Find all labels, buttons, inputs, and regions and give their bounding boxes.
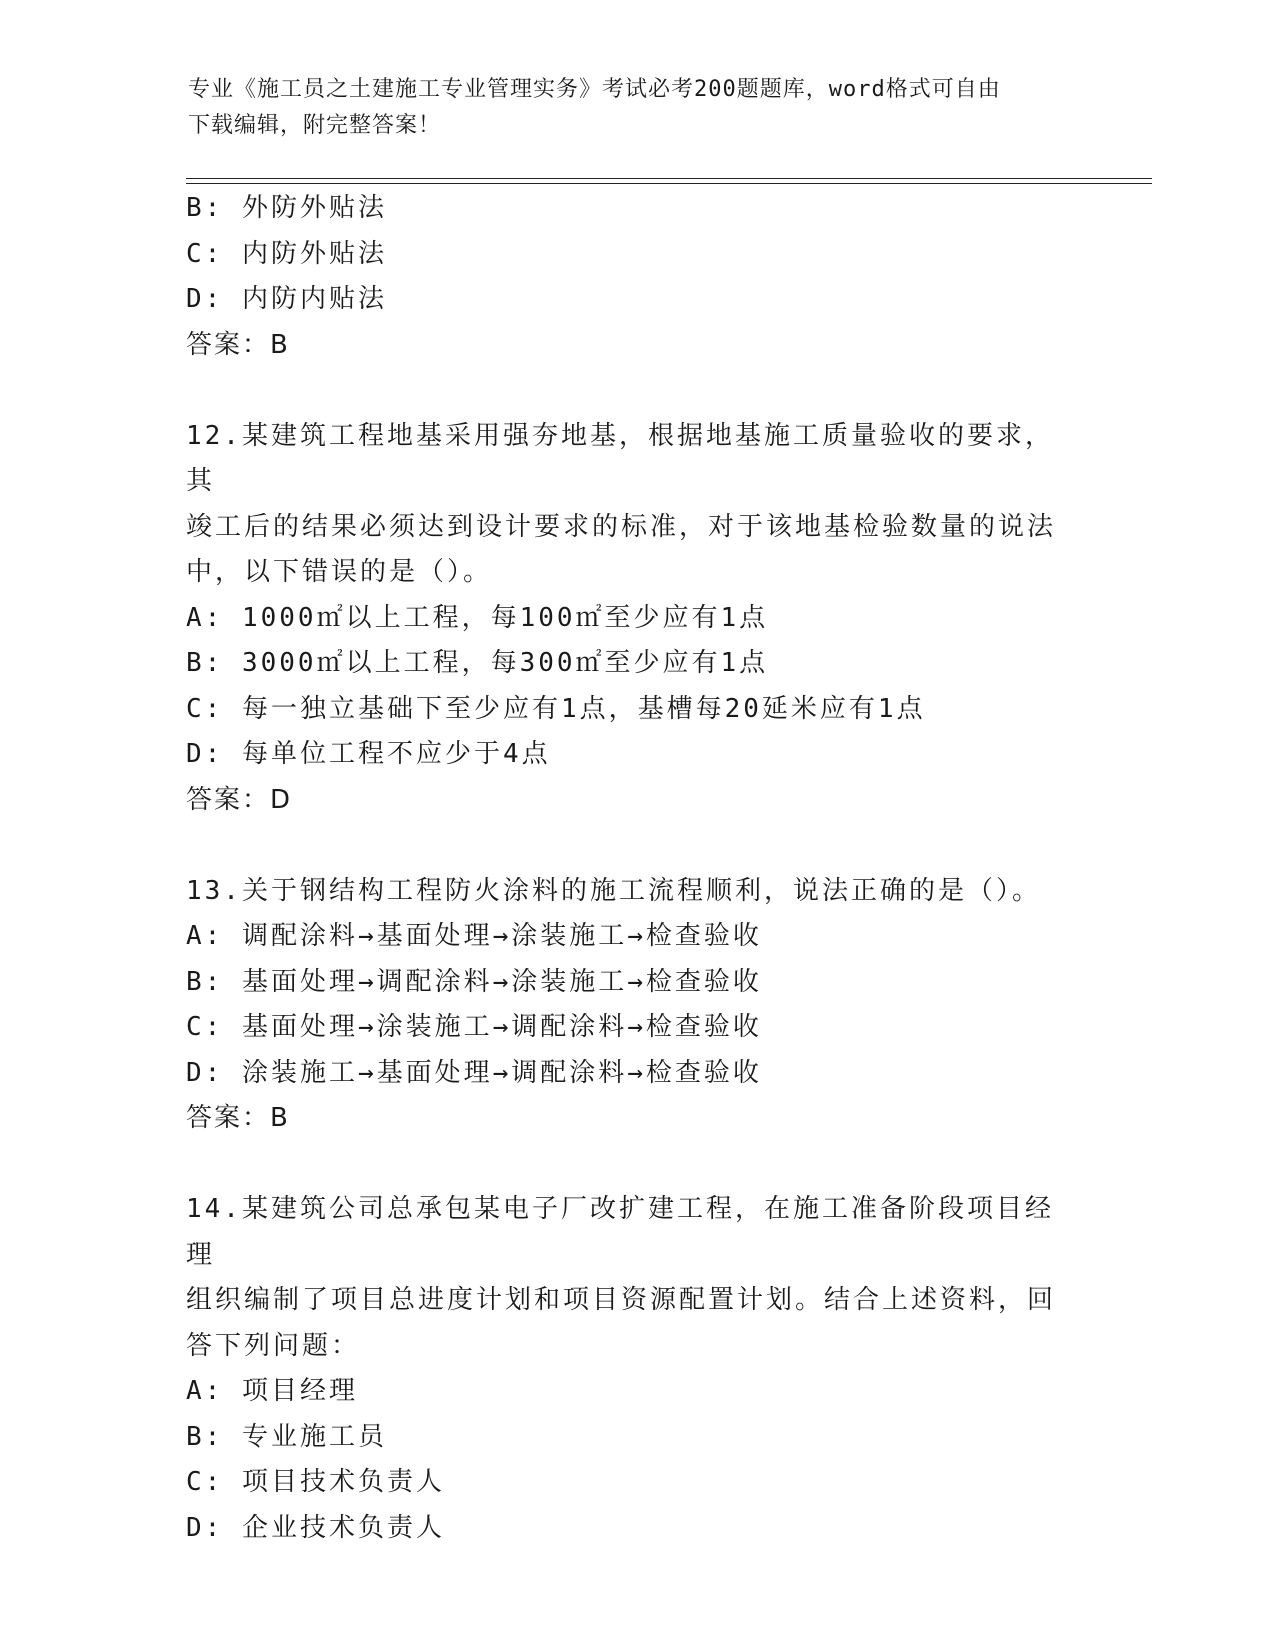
document-header [188, 72, 1088, 144]
question-12 [186, 414, 1086, 824]
header-line-1: 专业《施工员之土建施工专业管理实务》考试必考200题题库，word格式可自由 [188, 77, 1001, 102]
option-a: A: 1000㎡以上工程，每100㎡至少应有1点 [186, 602, 769, 633]
option-c: C: 项目技术负责人 [186, 1467, 445, 1497]
option-b: B: 3000㎡以上工程，每300㎡至少应有1点 [186, 648, 769, 678]
stem-line-2: 组织编制了项目总进度计划和项目资源配置计划。结合上述资料，回 [186, 1285, 1057, 1315]
question-stem [186, 1187, 1066, 1369]
header-divider-top [186, 178, 1152, 179]
answer-line: 答案：B [186, 329, 290, 360]
header-divider-bottom [186, 183, 1152, 184]
option-a: A: 项目经理 [186, 1376, 358, 1406]
spacer [186, 823, 1086, 869]
stem-line-3: 中，以下错误的是（）。 [186, 557, 493, 587]
question-14 [186, 1187, 1086, 1551]
option-d: D: 涂装施工→基面处理→调配涂料→检查验收 [186, 1057, 762, 1088]
option-d: D: 企业技术负责人 [186, 1512, 445, 1543]
option-c: C: 每一独立基础下至少应有1点，基槽每20延米应有1点 [186, 693, 926, 724]
stem-line-1: 14.某建筑公司总承包某电子厂改扩建工程，在施工准备阶段项目经理 [186, 1194, 1054, 1270]
option-c: C: 内防外贴法 [186, 238, 387, 269]
option-b: B: 基面处理→调配涂料→涂装施工→检查验收 [186, 966, 762, 997]
answer-line: 答案：D [186, 784, 293, 815]
option-d: D: 内防内贴法 [186, 284, 387, 314]
spacer [186, 368, 1086, 414]
question-13 [186, 869, 1086, 1142]
stem-line-3: 答下列问题： [186, 1330, 361, 1361]
question-stem [186, 414, 1066, 596]
option-d: D: 每单位工程不应少于4点 [186, 739, 551, 769]
option-a: A: 调配涂料→基面处理→涂装施工→检查验收 [186, 921, 762, 951]
answer-line: 答案：B [186, 1103, 290, 1133]
stem-line-1: 13.关于钢结构工程防火涂料的施工流程顺利，说法正确的是（）。 [186, 875, 1041, 906]
stem-line-2: 竣工后的结果必须达到设计要求的标准，对于该地基检验数量的说法 [186, 511, 1057, 542]
option-b: B: 外防外贴法 [186, 193, 387, 223]
option-c: C: 基面处理→涂装施工→调配涂料→检查验收 [186, 1012, 762, 1042]
question-stem [186, 869, 1066, 915]
header-line-2: 下载编辑，附完整答案！ [188, 113, 442, 138]
question-content [186, 186, 1086, 1551]
stem-line-1: 12.某建筑工程地基采用强夯地基，根据地基施工质量验收的要求，其 [186, 420, 1054, 496]
option-b: B: 专业施工员 [186, 1421, 387, 1452]
spacer [186, 1142, 1086, 1188]
question-11 [186, 186, 1086, 368]
